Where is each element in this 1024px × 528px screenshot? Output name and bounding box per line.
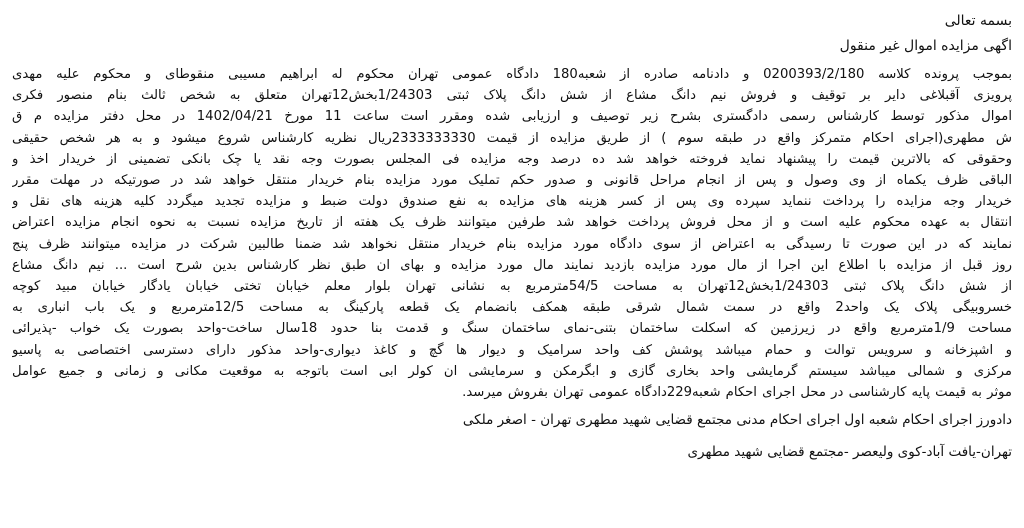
- notice-title: اگهی مزایده اموال غیر منقول: [839, 38, 1012, 54]
- body-line: روز قبل از مزایده با اطلاع این اجرا از مال مورد مزایده بازدید نمایند مال مورد مزایده و بهای ان طبق نظر کارشناس بدین شرح است ... نیم دانگ مشاع: [12, 257, 1012, 273]
- body-line: بموجب پرونده کلاسه 0200393/2/180 و دادنامه صادره از شعبه180 دادگاه عمومی تهران محکوم له ابراهیم مسیبی منقوطای و محکوم علیه مهدی: [12, 67, 1012, 82]
- body-line: وحقوقی که بالاترین قیمت را پیشنهاد نماید فروخته خواهد شد ده درصد وجه مزایده فی المجلس بصورت وجه نقد یا چک بانکی تضمینی از خریدار اخذ و: [12, 151, 1012, 167]
- notice-body: [12, 64, 1012, 403]
- body-line: خریدار وجه مزایده را پرداخت ننماید سپرده وی پس از کسر هزینه های مزایده به نفع صندوق دولت ضبط و مزایده تجدید میگردد کلیه هزینه های نقل و: [12, 194, 1012, 210]
- body-line: پرویزی آقبلاغی دایر بر توقیف و فروش نیم دانگ مشاع از شش دانگ پلاک ثبتی 1/24303بخش12تهران متعلق به شخص ثالث بنام منصور فکری: [12, 88, 1012, 104]
- body-line: مرکزی و شمالی میباشد سیستم گرمایشی واحد بخاری گازی و ابگرمکن و سرمایشی ان کولر ابی است باتوجه به موقعیت مکانی و زمانی و جمیع عوامل: [12, 363, 1012, 379]
- body-line: مساحت 1/9مترمربع واقع در زیرزمین که اسکلت ساختمان بتنی-نمای ساختمان سنگ و قدمت بنا حدود 18سال ساخت-واحد بصورت یک خواب -پذیرائی: [12, 321, 1012, 337]
- body-line: از شش دانگ پلاک ثبتی 1/24303بخش12تهران به مساحت 54/5مترمربع به نشانی تهران بلوار معلم خیابان تختی خیابان یادگار خیابان مبید کوچه: [12, 279, 1012, 295]
- body-line: موثر به قیمت پایه کارشناسی در محل اجرای احکام شعبه229دادگاه عمومی تهران بفروش میرسد.: [462, 385, 1012, 401]
- court-address: تهران-یافت آباد-کوی ولیعصر -مجتمع قضایی شهید مطهری: [687, 444, 1012, 461]
- body-line: ش مطهری(اجرای احکام متمرکز واقع در طبقه سوم ) از طریق مزایده از قیمت 2333333330ریال نظریه کارشناس شروع میشود و به هر شخص حقیقی: [12, 130, 1012, 146]
- body-line: الباقی ظرف یکماه از وی وصول و پس از انجام مراحل قانونی و صدور حکم تملیک مورد مزایده بنام خریدار منتقل خواهد شد در صورتیکه در مهلت مقرر: [12, 173, 1012, 189]
- body-line: اموال مذکور توسط کارشناس رسمی دادگستری بشرح زیر توصیف و ارزیابی شده ومقرر است ساعت 11 مورخ 1402/04/21 در محل دفتر مزایده م ق: [12, 109, 1012, 125]
- greeting-heading: بسمه تعالی: [944, 13, 1012, 29]
- body-line: انتقال به عهده محکوم علیه است و از محل فروش پرداخت خواهد شد طرفین میتوانند ظرف یک هفته از تاریخ مزایده نسبت به نحوه انجام مزایده اعتراض: [12, 215, 1012, 231]
- body-line: نمایند که در این صورت تا رسیدگی به اعتراض از سوی دادگاه مورد مزایده بنام خریدار منتقل نخواهد شد ضمنا طالبین شرکت در مزایده میتوانند ظرف پنج: [12, 236, 1012, 252]
- body-line: و اشپزخانه و سرویس توالت و حمام میباشد پوشش کف واحد سرامیک و دیوار ها گچ و کاغذ دیواری-واحد مذکور دارای دسترسی اختصاصی به پاسیو: [12, 342, 1012, 358]
- body-line: خسروبیگی پلاک یک واحد2 واقع در سمت شمال شرقی طبقه همکف بانضمام یک قطعه پارکینگ به مساحت 12/5مترمربع و یک باب انباری به: [12, 300, 1012, 316]
- auction-notice: [12, 6, 1012, 522]
- signature-line: دادورز اجرای احکام شعبه اول اجرای احکام مدنی مجتمع قضایی شهید مطهری تهران - اصغر ملکی: [462, 412, 1012, 429]
